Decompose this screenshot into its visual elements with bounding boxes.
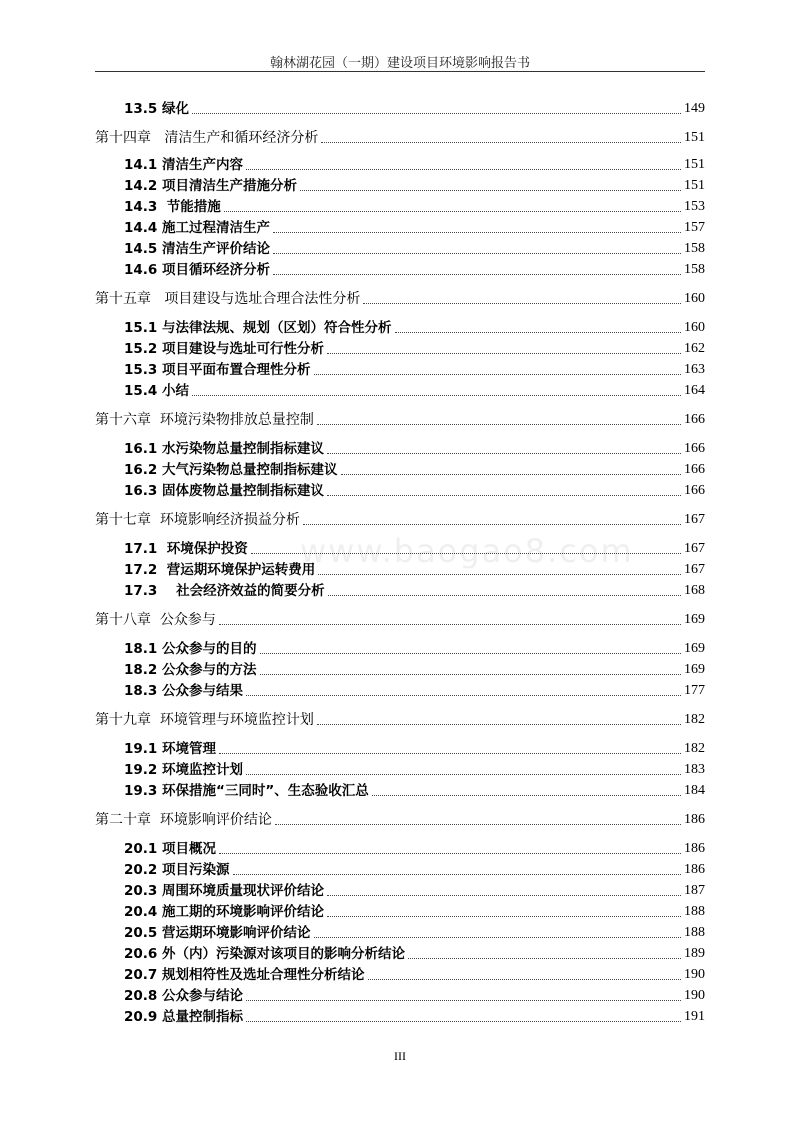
toc-section-entry[interactable]: [124, 780, 705, 800]
toc-entry-page: 160: [684, 320, 705, 335]
toc-entry-page: 151: [684, 157, 705, 172]
dot-leader: [246, 773, 681, 775]
toc-entry-label: 第十五章 项目建设与选址合理合法性分析: [95, 291, 361, 307]
toc-entry-page: 169: [684, 641, 705, 656]
dot-leader: [303, 523, 681, 525]
toc-entry-label: 20.8 公众参与结论: [124, 988, 244, 1004]
toc-section-entry[interactable]: [124, 238, 705, 258]
toc-entry-page: 158: [684, 262, 705, 277]
toc-section-entry[interactable]: [124, 738, 705, 758]
toc-section-entry[interactable]: [124, 259, 705, 279]
dot-leader: [275, 823, 681, 825]
toc-section-entry[interactable]: [124, 438, 705, 458]
toc-chapter-entry[interactable]: [95, 609, 705, 629]
toc-entry-label: 16.2 大气污染物总量控制指标建议: [124, 462, 338, 478]
toc-chapter-entry[interactable]: [95, 288, 705, 308]
toc-section-entry[interactable]: [124, 459, 705, 479]
toc-entry-label: 18.1 公众参与的目的: [124, 641, 257, 657]
toc-section-entry[interactable]: [124, 943, 705, 963]
toc-entry-label: 第十八章 公众参与: [95, 612, 216, 628]
dot-leader: [246, 694, 681, 696]
toc-entry-page: 190: [684, 988, 705, 1003]
toc-entry-label: 19.2 环境监控计划: [124, 762, 244, 778]
toc-entry-page: 190: [684, 967, 705, 982]
toc-entry-page: 186: [684, 862, 705, 877]
toc-entry-page: 188: [684, 925, 705, 940]
toc-entry-page: 187: [684, 883, 705, 898]
dot-leader: [328, 594, 681, 596]
toc-section-entry[interactable]: [124, 317, 705, 337]
dot-leader: [317, 423, 681, 425]
dot-leader: [246, 168, 681, 170]
toc-entry-label: 第十九章 环境管理与环境监控计划: [95, 712, 314, 728]
toc-section-entry[interactable]: [124, 359, 705, 379]
dot-leader: [318, 573, 681, 575]
dot-leader: [219, 623, 681, 625]
toc-entry-label: 第十六章 环境污染物排放总量控制: [95, 412, 314, 428]
toc-entry-page: 157: [684, 220, 705, 235]
dot-leader: [219, 852, 681, 854]
toc-entry-label: 15.1 与法律法规、规划（区划）符合性分析: [124, 320, 392, 336]
toc-entry-page: 169: [684, 662, 705, 677]
toc-entry-label: 14.6 项目循环经济分析: [124, 262, 271, 278]
toc-chapter-entry[interactable]: [95, 409, 705, 429]
dot-leader: [314, 373, 681, 375]
dot-leader: [327, 452, 681, 454]
toc-section-entry[interactable]: [124, 538, 705, 558]
toc-chapter-entry[interactable]: [95, 809, 705, 829]
toc-section-entry[interactable]: [124, 480, 705, 500]
toc-chapter-entry[interactable]: [95, 709, 705, 729]
dot-leader: [246, 999, 681, 1001]
toc-entry-page: 182: [684, 741, 705, 756]
dot-leader: [408, 957, 681, 959]
toc-entry-label: 14.1 清洁生产内容: [124, 157, 244, 173]
dot-leader: [260, 652, 681, 654]
dot-leader: [363, 302, 681, 304]
dot-leader: [246, 1020, 681, 1022]
toc-entry-label: 17.3 社会经济效益的简要分析: [124, 583, 325, 599]
watermark: www.baogao8.com: [300, 532, 634, 570]
toc-section-entry[interactable]: [124, 338, 705, 358]
toc-entry-page: 169: [684, 612, 705, 627]
toc-section-entry[interactable]: [124, 380, 705, 400]
toc-entry-page: 186: [684, 841, 705, 856]
toc-chapter-entry[interactable]: [95, 509, 705, 529]
toc-entry-label: 第二十章 环境影响评价结论: [95, 812, 272, 828]
dot-leader: [327, 915, 681, 917]
toc-entry-label: 15.2 项目建设与选址可行性分析: [124, 341, 325, 357]
toc-section-entry[interactable]: [124, 638, 705, 658]
dot-leader: [300, 189, 681, 191]
dot-leader: [327, 894, 681, 896]
toc-section-entry[interactable]: [124, 580, 705, 600]
dot-leader: [314, 936, 681, 938]
toc-entry-page: 158: [684, 241, 705, 256]
dot-leader: [395, 331, 681, 333]
dot-leader: [192, 112, 681, 114]
toc-entry-label: 17.1 环境保护投资: [124, 541, 248, 557]
page-number: III: [394, 1049, 406, 1063]
toc-entry-page: 151: [684, 130, 705, 145]
toc-entry-label: 13.5 绿化: [124, 101, 190, 117]
toc-entry-page: 149: [684, 101, 705, 116]
toc-section-entry[interactable]: [124, 859, 705, 879]
toc-entry-label: 20.1 项目概况: [124, 841, 217, 857]
toc-section-entry[interactable]: [124, 196, 705, 216]
toc-entry-label: 17.2 营运期环境保护运转费用: [124, 562, 316, 578]
dot-leader: [341, 473, 681, 475]
toc-entry-label: 19.1 环境管理: [124, 741, 217, 757]
toc-entry-page: 162: [684, 341, 705, 356]
toc-entry-page: 166: [684, 483, 705, 498]
dot-leader: [273, 252, 681, 254]
dot-leader: [327, 494, 681, 496]
toc-entry-label: 14.3 节能措施: [124, 199, 221, 215]
toc-entry-page: 167: [684, 541, 705, 556]
toc-entry-label: 15.4 小结: [124, 383, 190, 399]
toc-entry-label: 19.3 环保措施“三同时”、生态验收汇总: [124, 783, 369, 799]
toc-entry-label: 第十四章 清洁生产和循环经济分析: [95, 130, 319, 146]
toc-entry-label: 14.5 清洁生产评价结论: [124, 241, 271, 257]
toc-entry-label: 20.3 周围环境质量现状评价结论: [124, 883, 325, 899]
toc-section-entry[interactable]: [124, 838, 705, 858]
dot-leader: [251, 552, 681, 554]
toc-entry-label: 20.6 外（内）污染源对该项目的影响分析结论: [124, 946, 406, 962]
dot-leader: [273, 231, 681, 233]
toc-entry-page: 153: [684, 199, 705, 214]
toc-entry-label: 第十七章 环境影响经济损益分析: [95, 512, 300, 528]
toc-section-entry[interactable]: [124, 901, 705, 921]
dot-leader: [233, 873, 681, 875]
toc-section-entry[interactable]: [124, 985, 705, 1005]
document-header: 翰林湖花园（一期）建设项目环境影响报告书: [269, 56, 530, 71]
toc-section-entry[interactable]: [124, 1006, 705, 1026]
toc-entry-page: 151: [684, 178, 705, 193]
toc-entry-page: 163: [684, 362, 705, 377]
toc-entry-label: 20.5 营运期环境影响评价结论: [124, 925, 311, 941]
toc-section-entry[interactable]: [124, 154, 705, 174]
toc-entry-page: 166: [684, 412, 705, 427]
toc-entry-label: 15.3 项目平面布置合理性分析: [124, 362, 311, 378]
toc-section-entry[interactable]: [124, 559, 705, 579]
toc-entry-page: 177: [684, 683, 705, 698]
toc-section-entry[interactable]: [124, 175, 705, 195]
toc-entry-page: 183: [684, 762, 705, 777]
toc-section-entry[interactable]: [124, 98, 705, 118]
toc-section-entry[interactable]: [124, 759, 705, 779]
dot-leader: [317, 723, 681, 725]
dot-leader: [192, 394, 681, 396]
toc-entry-page: 167: [684, 562, 705, 577]
toc-entry-page: 182: [684, 712, 705, 727]
dot-leader: [372, 794, 681, 796]
toc-entry-label: 20.4 施工期的环境影响评价结论: [124, 904, 325, 920]
toc-entry-page: 166: [684, 462, 705, 477]
toc-section-entry[interactable]: [124, 680, 705, 700]
toc-entry-label: 20.2 项目污染源: [124, 862, 230, 878]
toc-entry-page: 167: [684, 512, 705, 527]
toc-entry-page: 189: [684, 946, 705, 961]
dot-leader: [260, 673, 681, 675]
toc-entry-page: 188: [684, 904, 705, 919]
toc-entry-label: 14.2 项目清洁生产措施分析: [124, 178, 298, 194]
toc-section-entry[interactable]: [124, 880, 705, 900]
toc-section-entry[interactable]: [124, 659, 705, 679]
toc-entry-label: 20.9 总量控制指标: [124, 1009, 244, 1025]
toc-section-entry[interactable]: [124, 922, 705, 942]
toc-entry-label: 18.2 公众参与的方法: [124, 662, 257, 678]
toc-entry-label: 20.7 规划相符性及选址合理性分析结论: [124, 967, 365, 983]
toc-entry-page: 164: [684, 383, 705, 398]
toc-entry-page: 186: [684, 812, 705, 827]
toc-entry-page: 168: [684, 583, 705, 598]
toc-entry-page: 184: [684, 783, 705, 798]
dot-leader: [219, 752, 681, 754]
toc-entry-label: 16.3 固体废物总量控制指标建议: [124, 483, 325, 499]
dot-leader: [273, 273, 681, 275]
toc-section-entry[interactable]: [124, 964, 705, 984]
toc-section-entry[interactable]: [124, 217, 705, 237]
dot-leader: [224, 210, 681, 212]
toc-chapter-entry[interactable]: [95, 127, 705, 147]
toc-entry-page: 160: [684, 291, 705, 306]
toc-entry-label: 16.1 水污染物总量控制指标建议: [124, 441, 325, 457]
toc-entry-page: 166: [684, 441, 705, 456]
toc-entry-page: 191: [684, 1009, 705, 1024]
toc-entry-label: 18.3 公众参与结果: [124, 683, 244, 699]
dot-leader: [327, 352, 681, 354]
dot-leader: [368, 978, 681, 980]
dot-leader: [321, 141, 681, 143]
toc-entry-label: 14.4 施工过程清洁生产: [124, 220, 271, 236]
